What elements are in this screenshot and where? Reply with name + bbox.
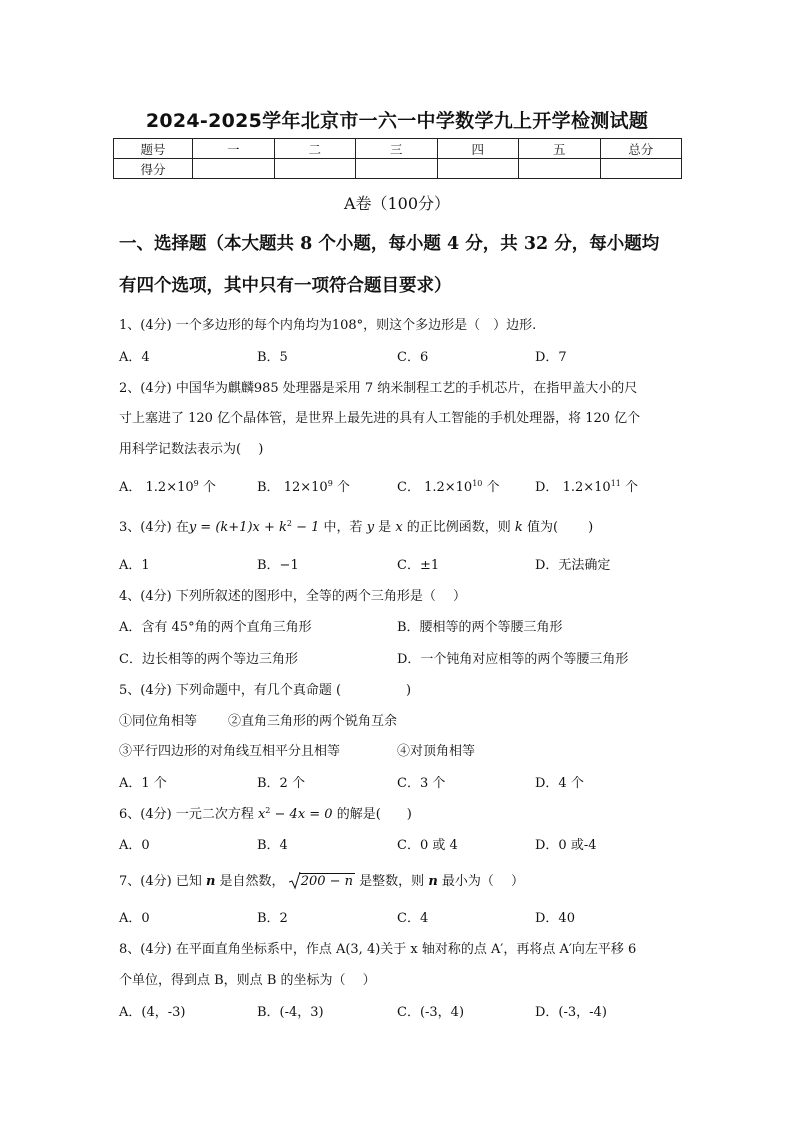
- score-input-cell[interactable]: [600, 159, 682, 179]
- stem-text: 是自然数，: [215, 874, 285, 889]
- question-7-option-d[interactable]: D．40: [535, 911, 575, 926]
- question-8-stem-line-2: 个单位，得到点 B，则点 B 的坐标为（ ）: [119, 973, 376, 988]
- question-6-option-a[interactable]: A．0: [119, 838, 150, 853]
- question-4-option-b[interactable]: B．腰相等的两个等腰三角形: [397, 620, 563, 635]
- question-8-option-d[interactable]: D．(-3，-4): [535, 1005, 607, 1020]
- question-6-stem: [119, 803, 412, 822]
- question-5-option-d[interactable]: D．4 个: [535, 776, 584, 791]
- stem-text: 是: [374, 520, 396, 535]
- radical-sign-icon: [289, 872, 301, 890]
- score-cell: 二: [274, 139, 356, 159]
- option-exponent: 11: [610, 479, 621, 488]
- question-5-option-c[interactable]: C．3 个: [397, 776, 446, 791]
- score-cell: 五: [519, 139, 601, 159]
- question-2-option-c[interactable]: [397, 476, 500, 495]
- option-value: 1.2×10: [145, 480, 194, 495]
- question-8-option-c[interactable]: C．(-3，4): [397, 1005, 465, 1020]
- exam-title: 2024-2025学年北京市一六一中学数学九上开学检测试题: [145, 110, 649, 132]
- question-6-option-b[interactable]: B．4: [257, 838, 288, 853]
- score-input-cell[interactable]: [356, 159, 438, 179]
- formula-tail: − 1: [291, 520, 320, 535]
- radicand: 200 − n: [300, 874, 354, 889]
- score-input-cell[interactable]: [274, 159, 356, 179]
- option-unit: 个: [198, 480, 216, 495]
- stem-text: 中，若: [319, 520, 367, 535]
- variable: k: [514, 520, 523, 535]
- stem-text: 最小为（ ）: [437, 874, 525, 889]
- option-value: 12×10: [283, 480, 328, 495]
- score-cell: 题号: [114, 139, 193, 159]
- question-5-statement-1: ①同位角相等: [119, 714, 198, 729]
- question-5-stem: 5、(4分) 下列命题中，有几个真命题 ( ): [119, 683, 412, 698]
- question-2-stem-line-1: 2、(4分) 中国华为麒麟985 处理器是采用 7 纳米制程工艺的手机芯片，在指甲盖大小的尺: [119, 381, 638, 396]
- score-table: [113, 138, 682, 179]
- question-3-stem: [119, 516, 593, 535]
- question-5-statement-3: ③平行四边形的对角线互相平分且相等: [119, 744, 341, 759]
- question-2-option-a[interactable]: [119, 476, 216, 495]
- option-letter: D．: [535, 480, 559, 495]
- question-1-option-c[interactable]: C．6: [397, 350, 429, 365]
- question-4-stem: 4、(4分) 下列所叙述的图形中，全等的两个三角形是（ ）: [119, 589, 466, 604]
- question-1-option-d[interactable]: D．7: [535, 350, 567, 365]
- question-6-option-c[interactable]: C．0 或 4: [397, 838, 458, 853]
- question-1-option-b[interactable]: B．5: [257, 350, 288, 365]
- stem-text: 值为( ): [522, 520, 594, 535]
- score-input-cell[interactable]: [437, 159, 519, 179]
- question-5-statement-4: ④对顶角相等: [397, 744, 476, 759]
- stem-text: 3、(4分) 在: [119, 520, 189, 535]
- score-cell: 总分: [600, 139, 682, 159]
- formula-exponent: 2: [286, 519, 292, 528]
- formula: x: [257, 807, 266, 822]
- question-2-option-d[interactable]: [535, 476, 638, 495]
- question-3-option-c[interactable]: C．±1: [397, 558, 440, 573]
- question-7-option-a[interactable]: A．0: [119, 911, 150, 926]
- question-1-option-a[interactable]: A．4: [119, 350, 150, 365]
- question-3-option-a[interactable]: A．1: [119, 558, 150, 573]
- option-unit: 个: [332, 480, 350, 495]
- question-5-option-a[interactable]: A．1 个: [119, 776, 167, 791]
- score-table-header-row: [114, 139, 682, 159]
- stem-text: 的解是( ): [332, 807, 412, 822]
- option-letter: B．: [257, 480, 280, 495]
- question-8-stem-line-1: 8、(4分) 在平面直角坐标系中，作点 A(3, 4)关于 x 轴对称的点 A′，再将点 A′向左平移 6: [119, 942, 637, 957]
- section-a-heading: A卷（100分）: [343, 194, 451, 213]
- section-1-heading-line-1: 一、选择题（本大题共 8 个小题，每小题 4 分，共 32 分，每小题均: [119, 234, 660, 254]
- formula: y = (k+1)x + k: [188, 520, 287, 535]
- question-2-option-b[interactable]: [257, 476, 350, 495]
- score-cell: 四: [437, 139, 519, 159]
- option-letter: A．: [119, 480, 142, 495]
- score-cell: 一: [193, 139, 275, 159]
- variable: y: [366, 520, 375, 535]
- question-8-option-a[interactable]: A．(4，-3): [119, 1005, 186, 1020]
- question-1-stem: 1、(4分) 一个多边形的每个内角均为108°，则这个多边形是（ ）边形.: [119, 318, 537, 333]
- question-5-option-b[interactable]: B．2 个: [257, 776, 305, 791]
- score-table-score-row: [114, 159, 682, 179]
- question-7-option-b[interactable]: B．2: [257, 911, 288, 926]
- option-exponent: 10: [472, 479, 483, 488]
- stem-text: 6、(4分) 一元二次方程: [119, 807, 258, 822]
- sqrt-expression: [289, 874, 355, 889]
- option-unit: 个: [620, 480, 639, 495]
- score-input-cell[interactable]: [519, 159, 601, 179]
- score-cell: 得分: [114, 159, 193, 179]
- question-7-stem: [119, 870, 524, 889]
- stem-text: 的正比例函数，则: [402, 520, 515, 535]
- question-7-option-c[interactable]: C．4: [397, 911, 429, 926]
- stem-text: 7、(4分) 已知: [119, 874, 206, 889]
- question-4-option-a[interactable]: A．含有 45°角的两个直角三角形: [119, 620, 312, 635]
- question-4-option-c[interactable]: C．边长相等的两个等边三角形: [119, 652, 298, 667]
- score-input-cell[interactable]: [193, 159, 275, 179]
- option-unit: 个: [482, 480, 500, 495]
- question-3-option-b[interactable]: B．−1: [257, 558, 299, 573]
- option-letter: C．: [397, 480, 420, 495]
- question-3-option-d[interactable]: D．无法确定: [535, 558, 611, 573]
- option-exponent: 9: [193, 479, 199, 488]
- variable: n: [428, 874, 438, 889]
- variable: x: [395, 520, 403, 535]
- variable: n: [205, 874, 216, 889]
- option-value: 1.2×10: [424, 480, 473, 495]
- section-1-heading-line-2: 有四个选项，其中只有一项符合题目要求）: [119, 276, 452, 296]
- question-2-stem-line-2: 寸上塞进了 120 亿个晶体管，是世界上最先进的具有人工智能的手机处理器，将 120 亿个: [119, 411, 641, 426]
- score-cell: 三: [356, 139, 438, 159]
- question-8-option-b[interactable]: B．(-4，3): [257, 1005, 324, 1020]
- option-exponent: 9: [327, 479, 333, 488]
- option-value: 1.2×10: [562, 480, 611, 495]
- question-6-option-d[interactable]: D．0 或-4: [535, 838, 597, 853]
- question-2-stem-line-3: 用科学记数法表示为( ): [119, 442, 264, 457]
- stem-text: 是整数，则: [359, 874, 429, 889]
- question-5-statement-2: ②直角三角形的两个锐角互余: [228, 714, 398, 729]
- question-4-option-d[interactable]: D．一个钝角对应相等的两个等腰三角形: [397, 652, 629, 667]
- formula-tail: − 4x = 0: [270, 807, 333, 822]
- formula-exponent: 2: [265, 806, 271, 815]
